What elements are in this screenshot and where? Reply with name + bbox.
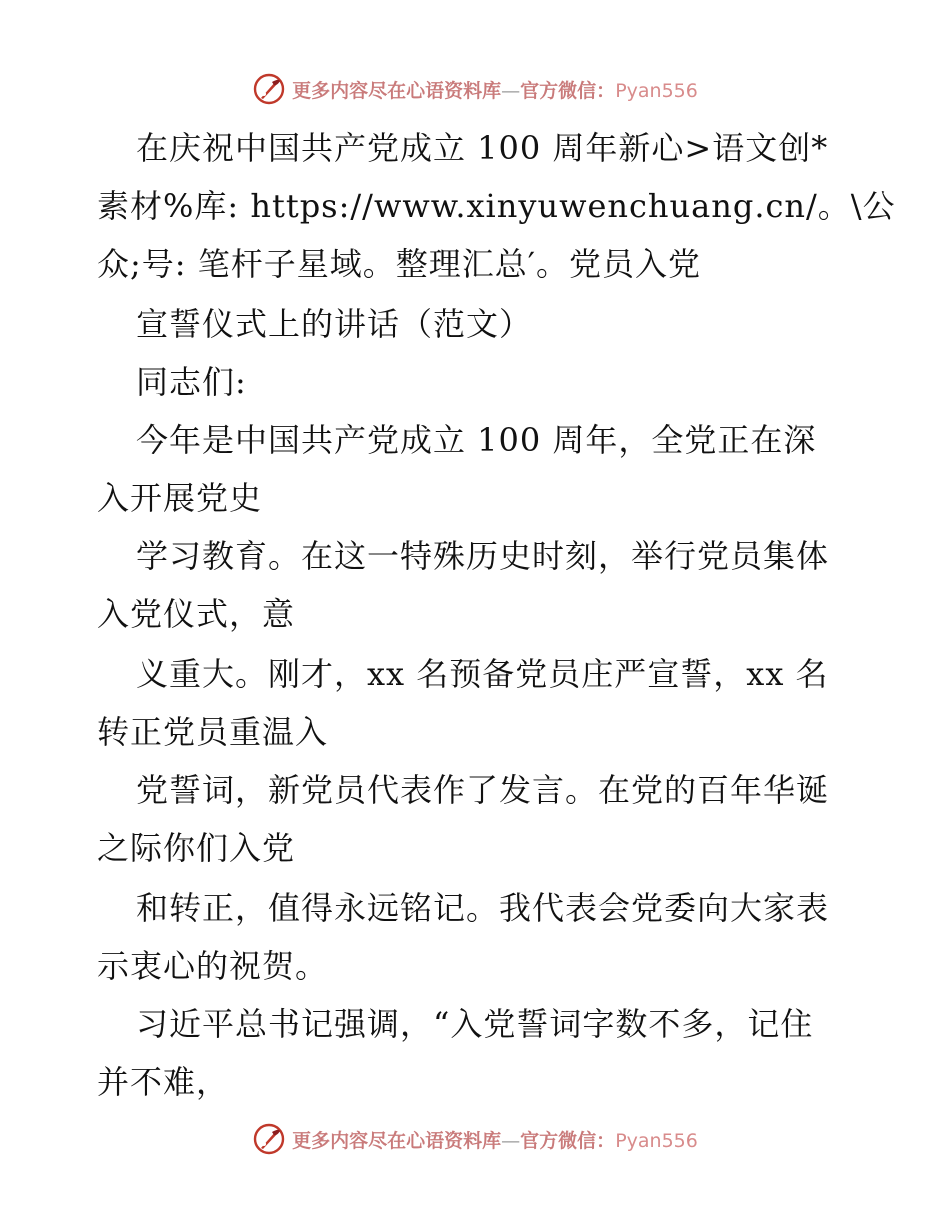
header-dash: —: [501, 79, 521, 102]
document-line: 转正党员重温入: [97, 713, 329, 751]
document-heading: 宣誓仪式上的讲话（范文）: [136, 305, 533, 343]
feather-pen-logo-icon: [252, 1122, 286, 1156]
footer-site-text: 更多内容尽在心语资料库: [292, 1129, 502, 1152]
document-line: 之际你们入党: [97, 829, 296, 867]
footer-wechat-id: Pyan556: [615, 1129, 698, 1152]
document-salutation: 同志们:: [136, 363, 247, 401]
header-banner-text: [292, 76, 698, 103]
footer-dash: —: [501, 1129, 521, 1152]
document-line: 党誓词，新党员代表作了发言。在党的百年华诞: [136, 771, 830, 809]
document-line: 入开展党史: [97, 479, 263, 517]
document-line: 今年是中国共产党成立 100 周年，全党正在深: [136, 421, 817, 459]
document-line: 习近平总书记强调，“入党誓词字数不多，记住: [136, 1005, 814, 1043]
header-banner: [0, 72, 950, 106]
header-wechat-id: Pyan556: [615, 79, 698, 102]
document-line: 入党仪式，意: [97, 595, 296, 633]
document-line: 在庆祝中国共产党成立 100 周年新心>语文创*: [136, 129, 829, 167]
header-contact-label: 官方微信：: [520, 79, 616, 102]
document-line: 学习教育。在这一特殊历史时刻，举行党员集体: [136, 537, 830, 575]
document-line: 义重大。刚才，xx 名预备党员庄严宣誓，xx 名: [136, 655, 829, 693]
header-site-text: 更多内容尽在心语资料库: [292, 79, 502, 102]
feather-pen-logo-icon: [252, 72, 286, 106]
document-line: 素材%库: https://www.xinyuwenchuang.cn/。\公: [97, 187, 896, 225]
footer-contact-label: 官方微信：: [520, 1129, 616, 1152]
footer-banner: [0, 1122, 950, 1156]
document-line: 并不难，: [97, 1063, 230, 1101]
footer-banner-text: [292, 1126, 698, 1153]
document-line: 示衷心的祝贺。: [97, 947, 329, 985]
document-line: 和转正，值得永远铭记。我代表会党委向大家表: [136, 889, 830, 927]
document-line: 众;号: 笔杆子星域。整理汇总′。党员入党: [97, 245, 702, 283]
